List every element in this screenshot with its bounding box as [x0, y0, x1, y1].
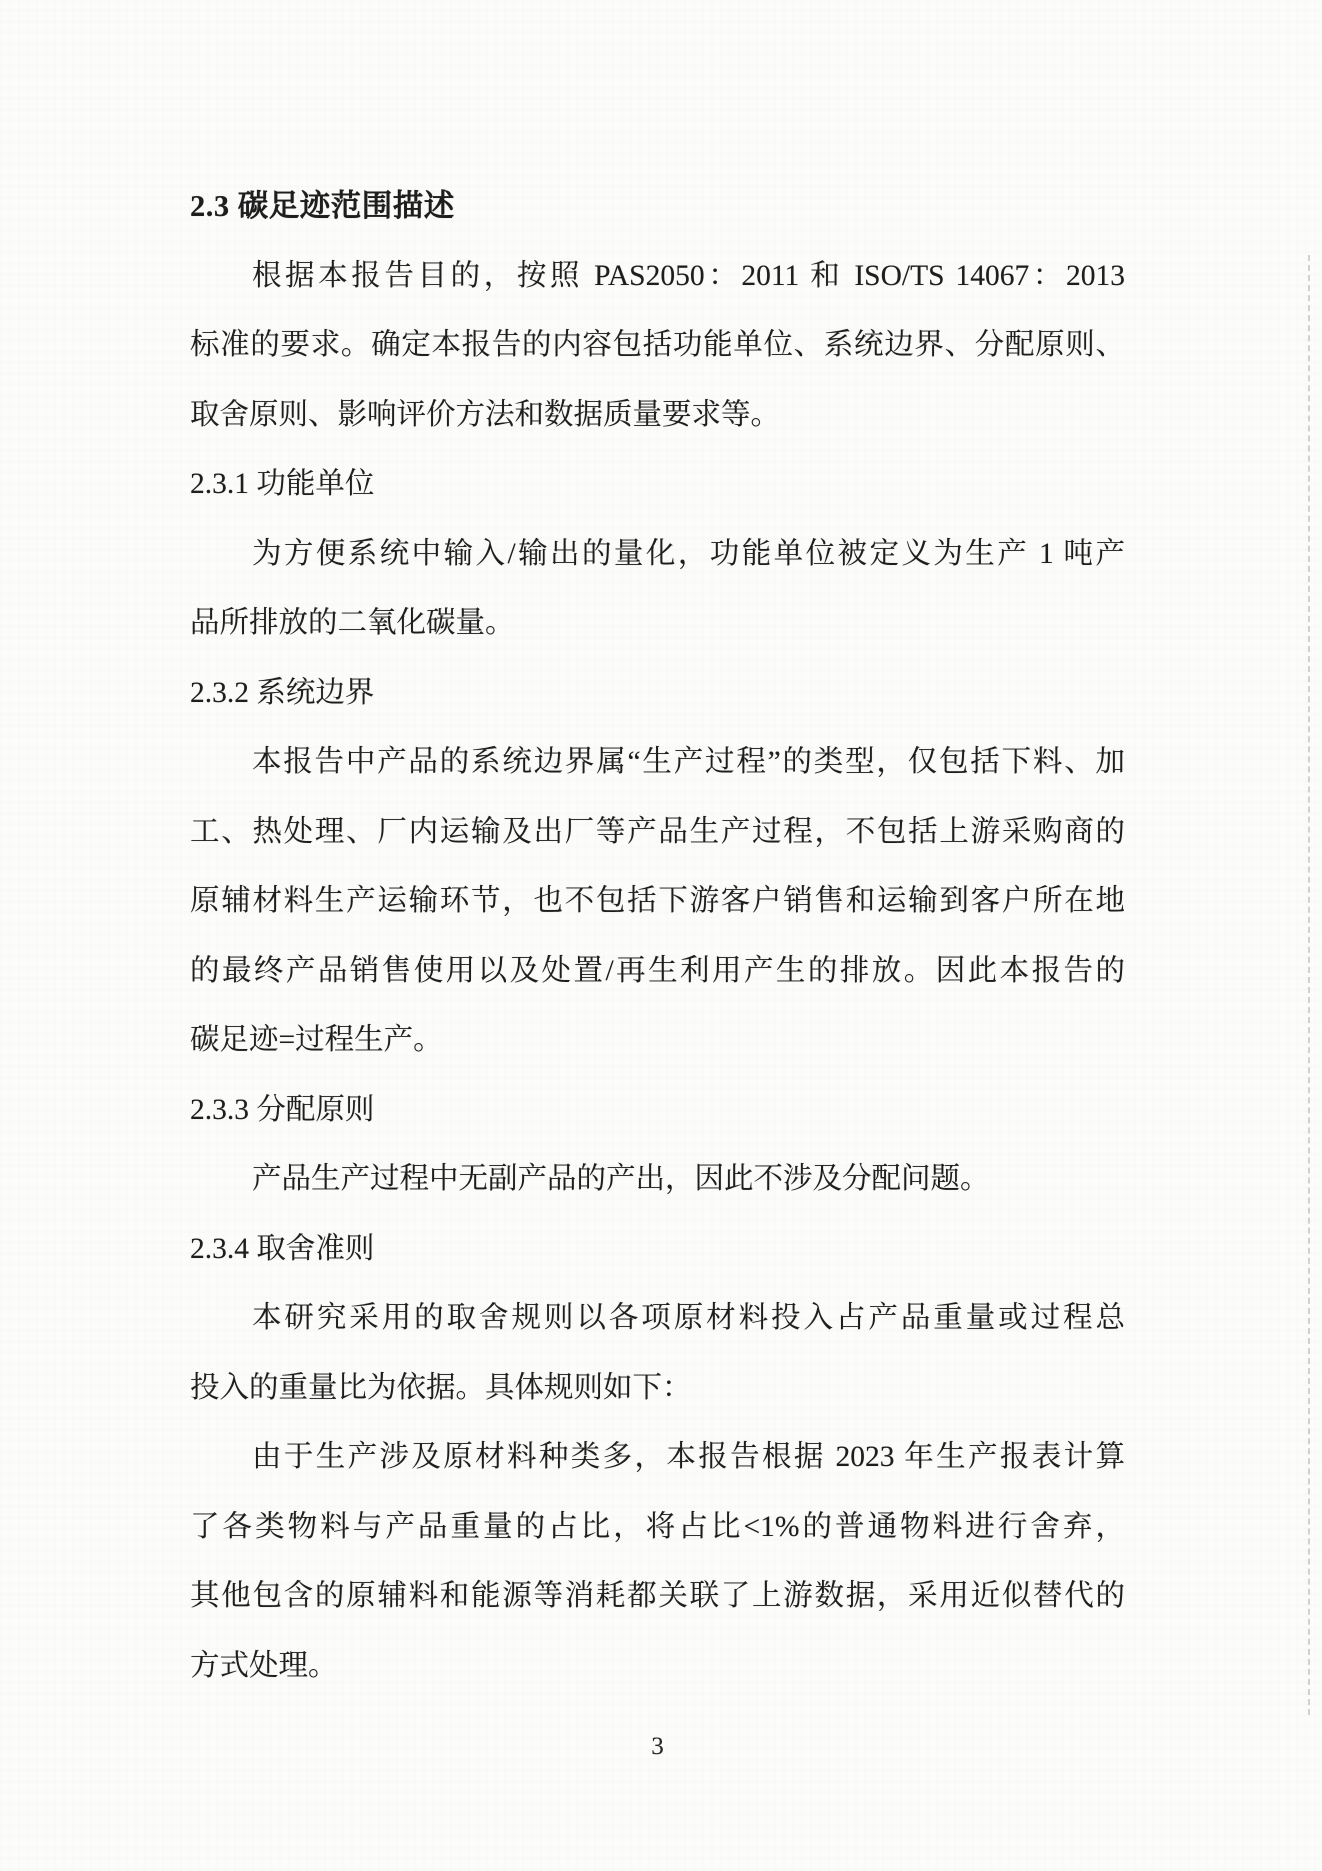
- subsection-heading: 2.3.1 功能单位: [190, 468, 375, 500]
- subsection-heading: 2.3.2 系统边界: [190, 676, 375, 709]
- body-text-line: 本研究采用的取舍规则以各项原材料投入占产品重量或过程总: [251, 1302, 1125, 1334]
- body-text-line: 投入的重量比为依据。具体规则如下：: [190, 1371, 692, 1404]
- body-text-line: 取舍原则、影响评价方法和数据质量要求等。: [190, 398, 781, 431]
- scan-artifact-line: [1308, 255, 1310, 1715]
- body-text-line: 原辅材料生产运输环节，也不包括下游客户销售和运输到客户所在地: [190, 885, 1125, 917]
- body-text-line: 标准的要求。确定本报告的内容包括功能单位、系统边界、分配原则、: [190, 329, 1125, 361]
- body-text-line: 由于生产涉及原材料种类多，本报告根据 2023 年生产报表计算: [251, 1441, 1125, 1473]
- body-text-line: 本报告中产品的系统边界属“生产过程”的类型，仅包括下料、加: [251, 746, 1125, 778]
- document-content: [190, 172, 1125, 1701]
- body-text-line: 其他包含的原辅料和能源等消耗都关联了上游数据，采用近似替代的: [190, 1580, 1125, 1612]
- body-text-line: 为方便系统中输入/输出的量化，功能单位被定义为生产 1 吨产: [251, 537, 1125, 570]
- subsection-heading: 2.3.3 分配原则: [190, 1093, 375, 1126]
- body-text-line: 工、热处理、厂内运输及出厂等产品生产过程，不包括上游采购商的: [190, 815, 1125, 848]
- section-heading: 2.3 碳足迹范围描述: [190, 189, 455, 223]
- body-text-line: 产品生产过程中无副产品的产出，因此不涉及分配问题。: [251, 1163, 990, 1195]
- body-text-line: 的最终产品销售使用以及处置/再生利用产生的排放。因此本报告的: [190, 954, 1125, 987]
- body-text-line: 方式处理。: [190, 1649, 338, 1682]
- subsection-heading: 2.3.4 取舍准则: [190, 1232, 375, 1265]
- body-text-line: 品所排放的二氧化碳量。: [190, 607, 515, 639]
- body-text-line: 碳足迹=过程生产。: [190, 1024, 443, 1056]
- body-text-line: 根据本报告目的，按照 PAS2050：2011 和 ISO/TS 14067：2013: [251, 259, 1125, 292]
- page-number: 3: [651, 1733, 664, 1760]
- body-text-line: 了各类物料与产品重量的占比，将占比<1%的普通物料进行舍弃，: [190, 1510, 1125, 1543]
